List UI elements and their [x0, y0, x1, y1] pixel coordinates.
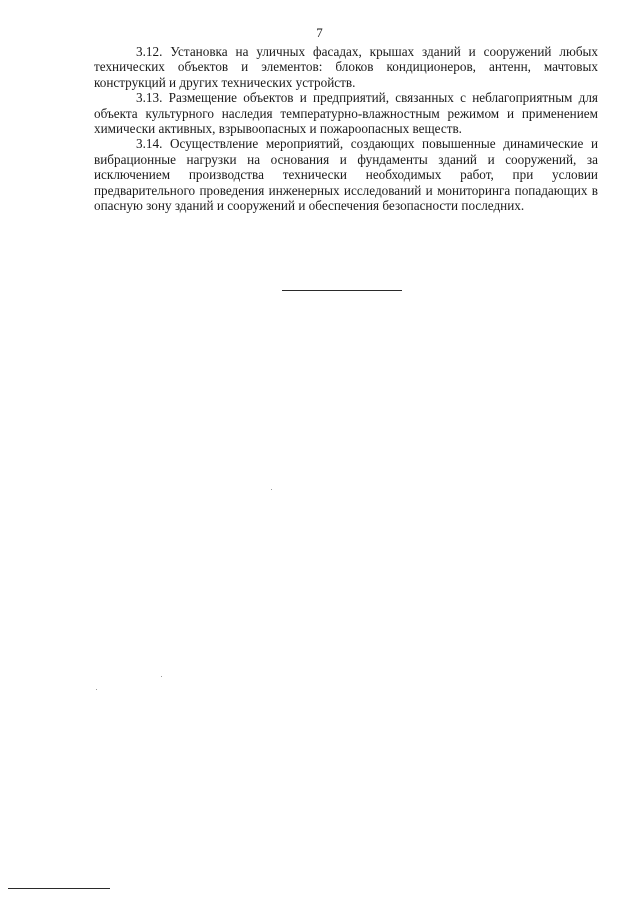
paragraph-3-14: 3.14. Осуществление мероприятий, создающих повышенные динамические и вибрационные нагрузки на основания и фундаменты зданий и сооружений, за исключением производства технически необходимых работ, при условии предварительного проведения инженерных исследований и мониторинга попадающих в опасную зону зданий и сооружений и обеспечения безопасности последних. — [94, 136, 598, 214]
paragraph-3-12: 3.12. Установка на уличных фасадах, крышах зданий и сооружений любых технических объектов и элементов: блоков кондиционеров, антенн, мачтовых конструкций и других технических устройств. — [94, 44, 598, 90]
page-number: 7 — [316, 25, 323, 40]
document-body — [94, 44, 598, 213]
closing-divider — [282, 290, 402, 291]
footnote-divider — [8, 888, 110, 889]
paragraph-3-13: 3.13. Размещение объектов и предприятий, связанных с неблагоприятным для объекта культурного наследия температурно-влажностным режимом и применением химически активных, взрывоопасных и пожароопасных веществ. — [94, 90, 598, 137]
scan-speck — [96, 689, 97, 690]
scan-speck — [271, 489, 272, 490]
scan-speck — [161, 676, 162, 677]
